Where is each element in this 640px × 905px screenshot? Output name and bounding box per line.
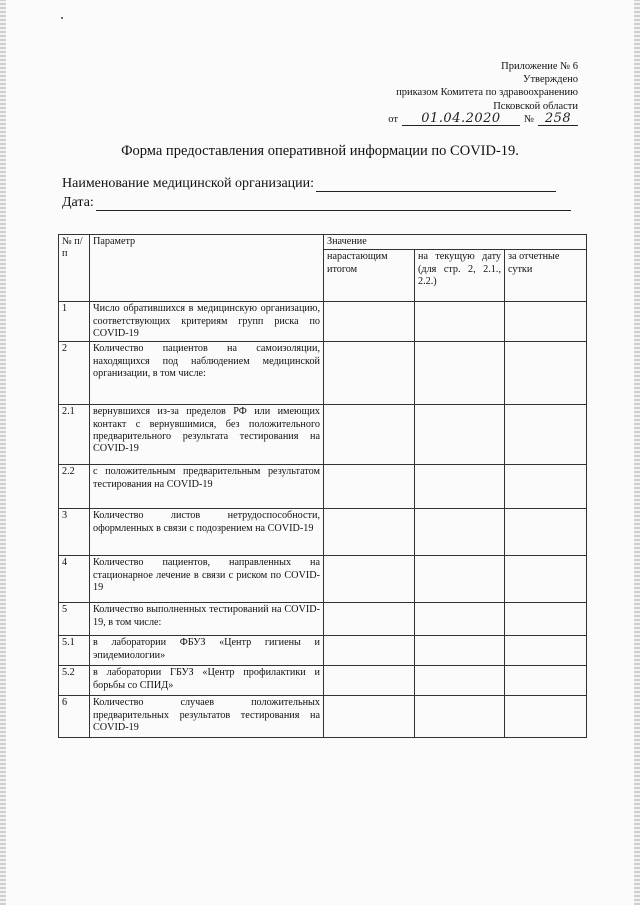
row-number: 3: [59, 509, 90, 556]
row-parameter: Количество пациентов, направленных на стационарное лечение в связи с риском по COVID-19: [90, 556, 324, 603]
row-parameter: Количество пациентов на самоизоляции, находящихся под наблюдением медицинской организации, в том числе:: [90, 342, 324, 405]
value-current-cell[interactable]: [415, 405, 505, 465]
value-reporting-cell[interactable]: [505, 342, 587, 405]
header-current: на текущую дату (для стр. 2, 2.1., 2.2.): [415, 250, 505, 302]
org-name-field: [62, 176, 556, 192]
row-number: 5: [59, 603, 90, 636]
scan-edge-right: [634, 0, 640, 905]
value-reporting-cell[interactable]: [505, 405, 587, 465]
scan-speck: [61, 17, 63, 19]
header-cumulative: нарастающим итогом: [324, 250, 415, 302]
value-current-cell[interactable]: [415, 696, 505, 738]
value-current-cell[interactable]: [415, 465, 505, 509]
value-cumulative-cell[interactable]: [324, 302, 415, 342]
value-current-cell[interactable]: [415, 302, 505, 342]
table-row: [59, 603, 587, 636]
value-current-cell[interactable]: [415, 509, 505, 556]
value-reporting-cell[interactable]: [505, 509, 587, 556]
value-reporting-cell[interactable]: [505, 696, 587, 738]
org-name-blank[interactable]: [316, 178, 556, 192]
table-row: [59, 636, 587, 666]
number-prefix: №: [523, 113, 534, 125]
row-number: 2.1: [59, 405, 90, 465]
data-table: [58, 234, 587, 738]
date-blank[interactable]: [96, 197, 571, 211]
org-name-label: Наименование медицинской организации:: [62, 176, 315, 191]
approved-by: приказом Комитета по здравоохранению: [396, 87, 578, 99]
order-number-handwritten: 258: [544, 111, 572, 127]
value-current-cell[interactable]: [415, 603, 505, 636]
table-body: [59, 302, 587, 738]
header-num: № п/п: [59, 235, 90, 302]
row-number: 5.2: [59, 666, 90, 696]
table-row: [59, 556, 587, 603]
table-row: [59, 302, 587, 342]
value-cumulative-cell[interactable]: [324, 465, 415, 509]
scan-edge-left: [0, 0, 6, 905]
value-cumulative-cell[interactable]: [324, 636, 415, 666]
region: Псковской области: [493, 100, 578, 112]
header-reporting: за отчетные сутки: [505, 250, 587, 302]
appendix-number: Приложение № 6: [501, 61, 578, 72]
table-row: [59, 666, 587, 696]
row-number: 1: [59, 302, 90, 342]
date-prefix: от: [388, 113, 398, 125]
header-row: [59, 235, 587, 250]
table-row: [59, 405, 587, 465]
row-parameter: Количество выполненных тестирований на COVID-19, в том числе:: [90, 603, 324, 636]
value-cumulative-cell[interactable]: [324, 405, 415, 465]
value-reporting-cell[interactable]: [505, 666, 587, 696]
value-reporting-cell[interactable]: [505, 302, 587, 342]
row-number: 5.1: [59, 636, 90, 666]
row-parameter: Количество случаев положительных предварительных результатов тестирования на COVID-19: [90, 696, 324, 738]
value-reporting-cell[interactable]: [505, 636, 587, 666]
value-cumulative-cell[interactable]: [324, 603, 415, 636]
value-reporting-cell[interactable]: [505, 465, 587, 509]
date-field: [62, 195, 571, 211]
value-cumulative-cell[interactable]: [324, 509, 415, 556]
value-reporting-cell[interactable]: [505, 603, 587, 636]
header-param: Параметр: [90, 235, 324, 302]
value-reporting-cell[interactable]: [505, 556, 587, 603]
value-cumulative-cell[interactable]: [324, 666, 415, 696]
value-cumulative-cell[interactable]: [324, 696, 415, 738]
row-parameter: Число обратившихся в медицинскую организацию, соответствующих критериям групп риска по COVID-19: [90, 302, 324, 342]
value-cumulative-cell[interactable]: [324, 342, 415, 405]
header-value: Значение: [324, 235, 587, 250]
approved-label: Утверждено: [523, 74, 578, 86]
table-row: [59, 696, 587, 738]
approval-block: [388, 60, 578, 126]
date-label: Дата:: [62, 195, 94, 210]
form-title: Форма предоставления оперативной информации по COVID-19.: [121, 143, 519, 159]
row-number: 6: [59, 696, 90, 738]
table-row: [59, 342, 587, 405]
value-current-cell[interactable]: [415, 556, 505, 603]
value-current-cell[interactable]: [415, 666, 505, 696]
row-parameter: с положительным предварительным результатом тестирования на COVID-19: [90, 465, 324, 509]
row-parameter: в лаборатории ФБУЗ «Центр гигиены и эпидемиологии»: [90, 636, 324, 666]
table-row: [59, 465, 587, 509]
row-parameter: Количество листов нетрудоспособности, оформленных в связи с подозрением на COVID-19: [90, 509, 324, 556]
table-row: [59, 509, 587, 556]
order-number-field: [538, 113, 578, 126]
row-number: 2.2: [59, 465, 90, 509]
order-date-handwritten: 01.04.2020: [421, 111, 501, 127]
row-parameter: в лаборатории ГБУЗ «Центр профилактики и борьбы со СПИД»: [90, 666, 324, 696]
row-parameter: вернувшихся из-за пределов РФ или имеющих контакт с вернувшимися, без положительного предварительного результата тестирования на COVID-19: [90, 405, 324, 465]
order-date-field: [402, 113, 520, 126]
value-current-cell[interactable]: [415, 342, 505, 405]
value-current-cell[interactable]: [415, 636, 505, 666]
value-cumulative-cell[interactable]: [324, 556, 415, 603]
row-number: 4: [59, 556, 90, 603]
order-date-number: [388, 113, 578, 126]
row-number: 2: [59, 342, 90, 405]
